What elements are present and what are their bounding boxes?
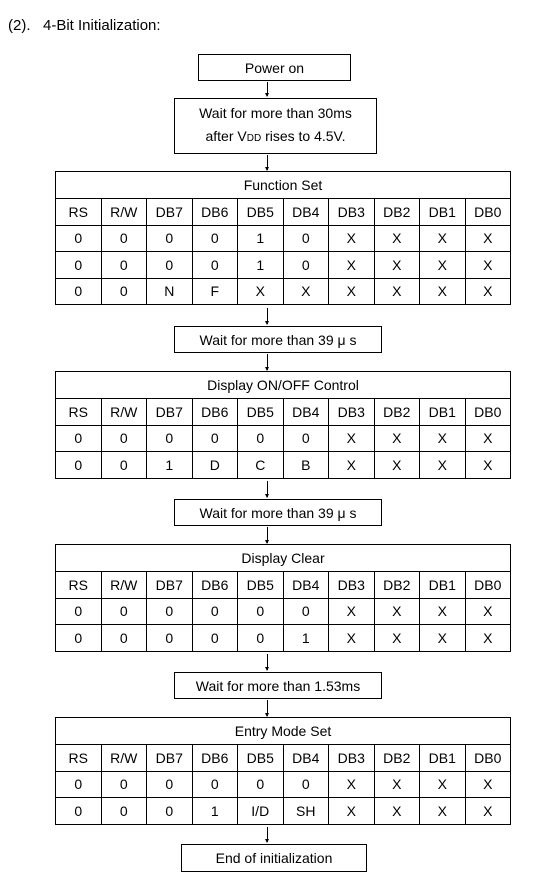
- column-header: DB2: [374, 399, 420, 426]
- table-cell: X: [329, 278, 375, 305]
- table-title-row: [56, 718, 511, 745]
- column-header: DB0: [465, 572, 511, 599]
- table-cell: 1: [192, 798, 238, 825]
- table-header-row: [56, 572, 511, 599]
- column-header: DB7: [147, 745, 193, 772]
- table-row: [56, 598, 511, 625]
- table-cell: X: [329, 252, 375, 279]
- table-cell: X: [465, 425, 511, 452]
- table-cell: D: [192, 452, 238, 479]
- table-cell: 0: [192, 771, 238, 798]
- table-row: [56, 225, 511, 252]
- function-set-table: [55, 171, 511, 305]
- wait-vdd-box: [174, 98, 377, 154]
- table-cell: 0: [56, 625, 102, 652]
- table-cell: 0: [56, 598, 102, 625]
- table-cell: X: [420, 278, 466, 305]
- table-cell: X: [329, 225, 375, 252]
- table-cell: X: [420, 225, 466, 252]
- table-title-row: [56, 545, 511, 572]
- table-header-row: [56, 745, 511, 772]
- wait-vdd-line1: Wait for more than 30ms: [199, 105, 352, 121]
- table-cell: 0: [101, 252, 147, 279]
- table-cell: X: [420, 452, 466, 479]
- table-cell: SH: [283, 798, 329, 825]
- table-cell: 0: [283, 425, 329, 452]
- table-cell: 0: [56, 278, 102, 305]
- column-header: RS: [56, 399, 102, 426]
- table-cell: 0: [283, 252, 329, 279]
- table-cell: X: [465, 452, 511, 479]
- table-cell: X: [283, 278, 329, 305]
- column-header: DB5: [238, 399, 284, 426]
- table-cell: 0: [238, 425, 284, 452]
- table-row: [56, 625, 511, 652]
- table-row: [56, 452, 511, 479]
- table-title: Display ON/OFF Control: [56, 372, 511, 399]
- power-on-label: Power on: [244, 59, 305, 76]
- column-header: DB5: [238, 199, 284, 226]
- table-cell: X: [420, 798, 466, 825]
- wait-39us-label-1: Wait for more than 39 μ s: [199, 331, 357, 348]
- column-header: DB3: [329, 572, 375, 599]
- table-cell: 0: [147, 798, 193, 825]
- table-row: [56, 252, 511, 279]
- table-title-row: [56, 372, 511, 399]
- table-cell: X: [465, 798, 511, 825]
- column-header: DB4: [283, 745, 329, 772]
- column-header: DB6: [192, 572, 238, 599]
- column-header: DB0: [465, 399, 511, 426]
- table-cell: X: [465, 278, 511, 305]
- table-cell: 0: [192, 598, 238, 625]
- table-cell: 0: [101, 598, 147, 625]
- table-cell: X: [374, 425, 420, 452]
- table-cell: X: [329, 798, 375, 825]
- column-header: R/W: [101, 572, 147, 599]
- table-cell: 1: [147, 452, 193, 479]
- table-header-row: [56, 199, 511, 226]
- table-cell: B: [283, 452, 329, 479]
- flow-arrow: [267, 354, 268, 370]
- column-header: DB6: [192, 745, 238, 772]
- column-header: RS: [56, 745, 102, 772]
- section-heading: (2). 4-Bit Initialization:: [8, 17, 161, 34]
- table-cell: 1: [238, 225, 284, 252]
- wait-39us-box-1: [174, 326, 382, 353]
- table-cell: 0: [283, 771, 329, 798]
- column-header: DB0: [465, 199, 511, 226]
- column-header: DB4: [283, 572, 329, 599]
- table-cell: X: [420, 252, 466, 279]
- column-header: DB4: [283, 399, 329, 426]
- table-cell: X: [374, 771, 420, 798]
- table-cell: 1: [238, 252, 284, 279]
- table-row: [56, 798, 511, 825]
- table-row: [56, 425, 511, 452]
- table-cell: 0: [56, 771, 102, 798]
- table-cell: 0: [283, 225, 329, 252]
- wait-vdd-line2: after VDD rises to 4.5V.: [205, 128, 346, 144]
- table-cell: 0: [56, 252, 102, 279]
- column-header: RS: [56, 572, 102, 599]
- table-title: Entry Mode Set: [56, 718, 511, 745]
- table-cell: 0: [192, 225, 238, 252]
- flow-arrow: [267, 481, 268, 497]
- table-cell: 0: [56, 798, 102, 825]
- table-title: Function Set: [56, 172, 511, 199]
- table-cell: X: [465, 598, 511, 625]
- table-title: Display Clear: [56, 545, 511, 572]
- column-header: DB7: [147, 199, 193, 226]
- flow-arrow: [267, 827, 268, 842]
- table-cell: 0: [147, 425, 193, 452]
- table-cell: 0: [101, 225, 147, 252]
- table-cell: X: [374, 625, 420, 652]
- column-header: R/W: [101, 199, 147, 226]
- table-cell: X: [465, 771, 511, 798]
- flow-arrow: [267, 82, 268, 96]
- column-header: R/W: [101, 399, 147, 426]
- column-header: DB4: [283, 199, 329, 226]
- end-label: End of initialization: [215, 850, 333, 866]
- flow-arrow: [267, 654, 268, 670]
- table-cell: 0: [101, 771, 147, 798]
- table-row: [56, 278, 511, 305]
- table-header-row: [56, 399, 511, 426]
- table-cell: 0: [192, 625, 238, 652]
- column-header: DB3: [329, 745, 375, 772]
- column-header: DB7: [147, 399, 193, 426]
- table-cell: F: [192, 278, 238, 305]
- column-header: DB7: [147, 572, 193, 599]
- table-cell: 0: [147, 598, 193, 625]
- column-header: DB2: [374, 199, 420, 226]
- flow-arrow: [267, 308, 268, 324]
- column-header: DB2: [374, 572, 420, 599]
- display-on-off-table: [55, 371, 511, 479]
- table-cell: X: [329, 452, 375, 479]
- column-header: DB3: [329, 399, 375, 426]
- wait-153ms-label: Wait for more than 1.53ms: [195, 677, 361, 694]
- column-header: DB1: [420, 745, 466, 772]
- flow-arrow: [267, 700, 268, 716]
- table-cell: X: [374, 598, 420, 625]
- table-cell: 0: [101, 798, 147, 825]
- column-header: DB5: [238, 745, 284, 772]
- column-header: DB1: [420, 572, 466, 599]
- table-cell: X: [329, 625, 375, 652]
- table-cell: 0: [101, 425, 147, 452]
- column-header: DB2: [374, 745, 420, 772]
- end-box: [181, 844, 367, 872]
- display-clear-table: [55, 544, 511, 652]
- table-cell: 0: [147, 252, 193, 279]
- column-header: DB1: [420, 399, 466, 426]
- table-cell: X: [374, 452, 420, 479]
- entry-mode-set-table: [55, 717, 511, 825]
- table-cell: C: [238, 452, 284, 479]
- table-cell: X: [420, 771, 466, 798]
- table-cell: X: [465, 225, 511, 252]
- table-row: [56, 771, 511, 798]
- table-cell: 0: [56, 425, 102, 452]
- table-cell: 0: [238, 598, 284, 625]
- table-cell: 0: [147, 771, 193, 798]
- flow-arrow: [267, 155, 268, 170]
- table-cell: 1: [283, 625, 329, 652]
- wait-39us-label-2: Wait for more than 39 μ s: [199, 504, 357, 521]
- table-cell: 0: [101, 625, 147, 652]
- table-cell: 0: [192, 252, 238, 279]
- power-on-box: [198, 54, 351, 81]
- column-header: DB5: [238, 572, 284, 599]
- table-cell: X: [465, 252, 511, 279]
- column-header: R/W: [101, 745, 147, 772]
- flow-arrow: [267, 527, 268, 543]
- table-cell: 0: [101, 452, 147, 479]
- table-cell: X: [420, 425, 466, 452]
- column-header: DB6: [192, 199, 238, 226]
- column-header: DB3: [329, 199, 375, 226]
- table-cell: X: [238, 278, 284, 305]
- wait-153ms-box: [174, 672, 382, 699]
- table-cell: X: [420, 625, 466, 652]
- table-cell: N: [147, 278, 193, 305]
- table-cell: X: [420, 598, 466, 625]
- table-cell: 0: [238, 625, 284, 652]
- column-header: RS: [56, 199, 102, 226]
- table-cell: 0: [147, 625, 193, 652]
- column-header: DB0: [465, 745, 511, 772]
- column-header: DB6: [192, 399, 238, 426]
- table-cell: X: [465, 625, 511, 652]
- table-cell: 0: [283, 598, 329, 625]
- table-cell: 0: [56, 225, 102, 252]
- table-cell: X: [374, 225, 420, 252]
- table-cell: X: [329, 598, 375, 625]
- table-cell: 0: [56, 452, 102, 479]
- table-cell: X: [329, 425, 375, 452]
- table-cell: X: [374, 278, 420, 305]
- column-header: DB1: [420, 199, 466, 226]
- wait-39us-box-2: [174, 499, 382, 526]
- table-cell: 0: [192, 425, 238, 452]
- table-cell: X: [374, 798, 420, 825]
- table-cell: X: [374, 252, 420, 279]
- table-cell: 0: [101, 278, 147, 305]
- table-title-row: [56, 172, 511, 199]
- table-cell: 0: [147, 225, 193, 252]
- table-cell: 0: [238, 771, 284, 798]
- table-cell: I/D: [238, 798, 284, 825]
- table-cell: X: [329, 771, 375, 798]
